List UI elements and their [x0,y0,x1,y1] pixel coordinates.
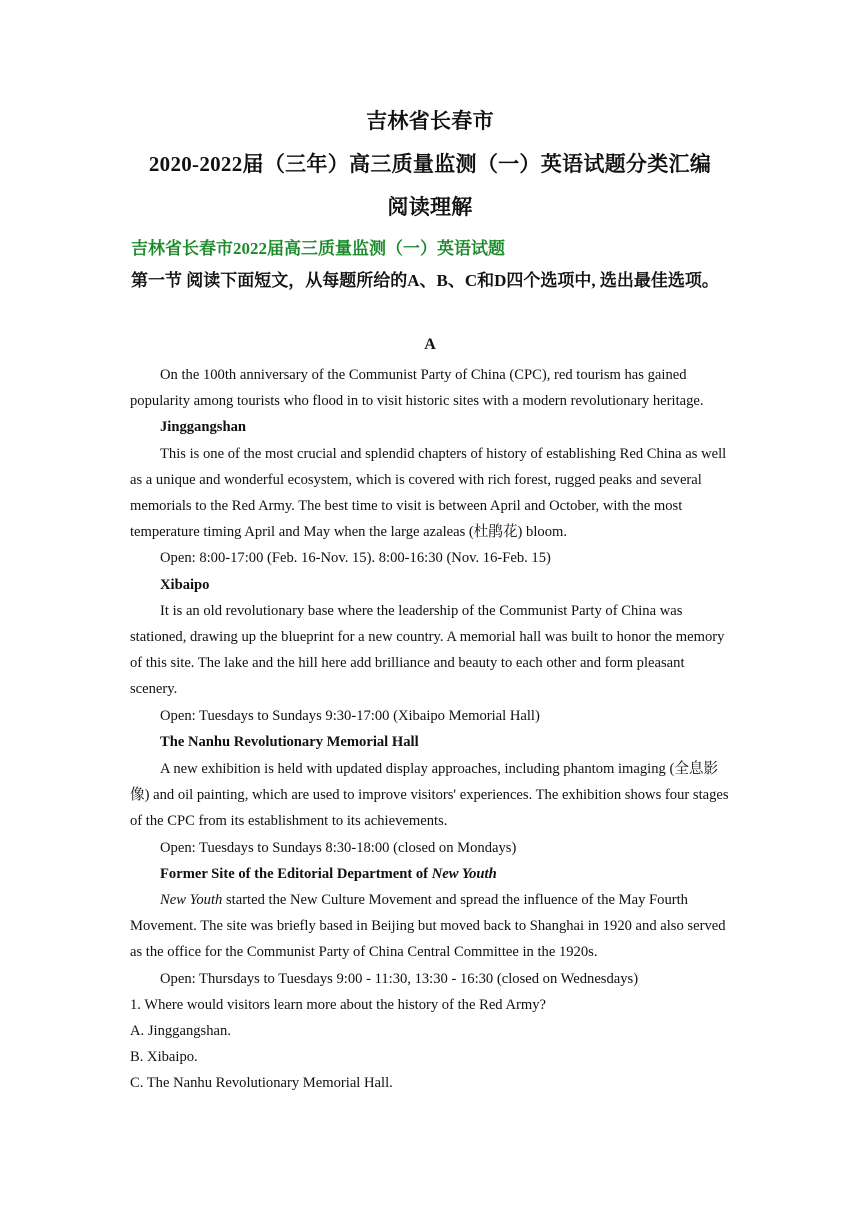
site-hours-xibaipo: Open: Tuesdays to Sundays 9:30-17:00 (Xibaipo Memorial Hall) [160,707,540,724]
section-instruction: 第一节 阅读下面短文，从每题所给的A、B、C和D四个选项中, 选出最佳选项。 [131,271,719,290]
site-hours-new-youth: Open: Thursdays to Tuesdays 9:00 - 11:30, 13:30 - 16:30 (closed on Wednesdays) [160,970,639,987]
site-heading-xibaipo: Xibaipo [160,576,210,593]
doc-title-main: 2020-2022届（三年）高三质量监测（一）英语试题分类汇编 [148,152,712,176]
site-hours-nanhu: Open: Tuesdays to Sundays 8:30-18:00 (closed on Mondays) [160,839,517,856]
site-desc-xibaipo: It is an old revolutionary base where the leadership of the Communist Party of China was stationed, drawing up the blueprint for a new country. A memorial hall was built to honor the memory of this site. The lake and the hill here add brilliance and beauty to each other and form pleasant scenery. [130,602,725,698]
site-desc-nanhu: A new exhibition is held with updated display approaches, including phantom imaging (全息影像) and oil painting, which are used to improve visitors' experiences. The exhibition shows four stages of the CPC from its establishment to its achievements. [130,761,729,830]
site-heading-new-youth [130,861,730,887]
passage-body [130,362,730,1097]
site-heading-new-youth-prefix: Former Site of the Editorial Department of [160,865,432,882]
doc-title-category: 阅读理解 [387,195,473,219]
site-heading-nanhu: The Nanhu Revolutionary Memorial Hall [160,733,419,750]
doc-title-region: 吉林省长春市 [366,109,494,133]
question-1-option-c: C. The Nanhu Revolutionary Memorial Hall. [130,1075,393,1092]
site-desc-new-youth [130,887,730,966]
site-heading-jinggangshan: Jinggangshan [160,419,246,436]
site-desc-new-youth-italic: New Youth [160,892,223,909]
site-desc-jinggangshan: This is one of the most crucial and splendid chapters of history of establishing Red China as well as a unique and wonderful ecosystem, which is covered with rich forest, rugged peaks and several memorials to the Red Army. The best time to visit is between April and October, with the most temperature timing April and May when the large azaleas (杜鹃花) bloom. [130,445,727,541]
passage-intro: On the 100th anniversary of the Communist Party of China (CPC), red tourism has gained popularity among tourists who flood in to visit historic sites with a modern revolutionary heritage. [130,367,704,410]
source-exam-heading: 吉林省长春市2022届高三质量监测（一）英语试题 [131,239,505,258]
site-desc-new-youth-rest: started the New Culture Movement and spread the influence of the May Fourth Movement. The site was briefly based in Beijing but moved back to Shanghai in 1920 and also served as the office for the Communist Party of China Central Committee in the 1920s. [130,892,726,961]
site-hours-jinggangshan: Open: 8:00-17:00 (Feb. 16-Nov. 15). 8:00-16:30 (Nov. 16-Feb. 15) [160,550,551,567]
question-1-option-b: B. Xibaipo. [130,1049,198,1066]
site-heading-new-youth-italic: New Youth [431,865,497,882]
question-1-option-a: A. Jinggangshan. [130,1023,231,1040]
question-1-stem: 1. Where would visitors learn more about the history of the Red Army? [130,996,546,1013]
passage-label: A [424,336,436,353]
